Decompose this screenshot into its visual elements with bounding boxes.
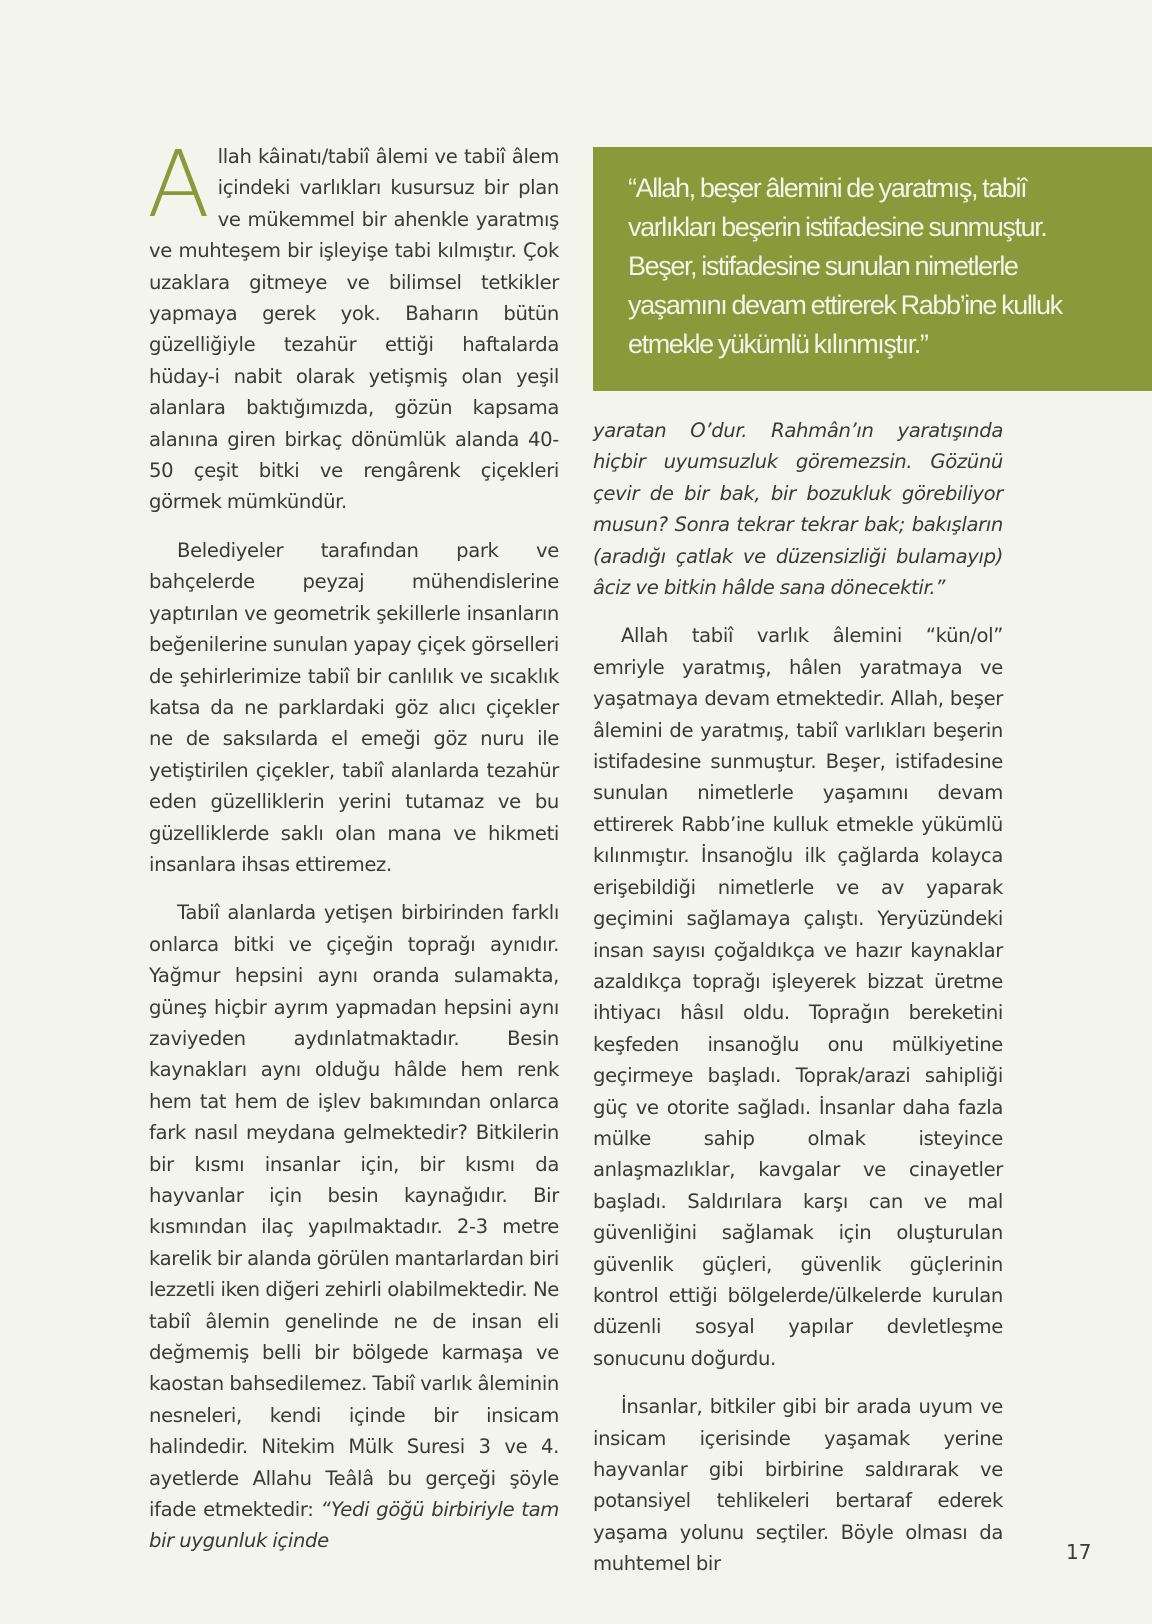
right-column [593,415,1003,1597]
paragraph-3 [149,897,559,1557]
paragraph-1 [147,131,559,518]
verse-quote-continuation [593,415,1003,603]
paragraph-2: Belediyeler tarafından park ve bahçelerde peyzaj mühendislerine yaptırılan ve geometrik şekillerle insanların beğenilerine sunulan yapay çiçek görselleri de şehirlerimize tabiî bir canlılık ve sıcaklık katsa da ne parklardaki göz alıcı çiçekler ne de saksılarda el emeği göz nuru ile yetiştirilen çiçekler, tabiî alanlarda tezahür eden güzelliklerin yerini tutamaz ve bu güzelliklerde saklı olan mana ve hikmeti insanlara ihsas ettiremez. [149,538,559,876]
pull-quote: “Allah, beşer âlemini de yaratmış, tabiî varlıkları beşerin istifadesine sunmuştur. Beşer, istifadesine sunulan nimetlerle yaşamını devam ettirerek Rabb’ine kulluk etmekle yükümlü kılınmıştır.” [628,173,1062,359]
page-number: 17 [1066,1540,1092,1564]
verse-quote-text: yaratan O’dur. Rahmân’ın yaratışında hiçbir uyumsuzluk göremezsin. Gözünü çevir de bir bak, bir bozukluk görebiliyor musun? Sonra tekrar tekrar bak; bakışların (aradığı çatlak ve düzensizliği bulamayıp) âciz ve bitkin hâlde sana dönecektir.” [593,419,1003,600]
drop-cap: A [147,131,210,238]
paragraph-1-text: llah kâinatı/tabiî âlemi ve tabiî âlem içindeki varlıkları kusursuz bir plan ve mükemmel bir ahenkle yaratmış ve muhteşem bir işleyişe tabi kılmıştır. Çok uzaklara gitmeye ve bilimsel tetkikler yapmaya gerek yok. Baharın bütün güzelliğiyle tezahür ettiği haftalarda hüday-i nabit olarak yetişmiş olan yeşil alanlara baktığımızda, gözün kapsama alanına giren birkaç dönümlük alanda 40-50 çeşit bitki ve rengârenk çiçekleri görmek mümkündür. [149,145,559,514]
paragraph-5: İnsanlar, bitkiler gibi bir arada uyum ve insicam içerisinde yaşamak yerine hayvanlar gibi birbirine saldırarak ve potansiyel tehlikeleri bertaraf ederek yaşama yolunu seçtiler. Böyle olması da muhtemel bir [593,1395,1003,1576]
pull-quote-box [593,147,1152,391]
verse-quote-start: “Yedi göğü birbiriyle tam bir uygunluk içinde [149,1498,559,1553]
left-column [147,131,559,1574]
paragraph-3-text: Tabiî alanlarda yetişen birbirinden farklı onlarca bitki ve çiçeğin toprağı aynıdır. Yağmur hepsini aynı oranda sulamakta, güneş hiçbir ayrım yapmadan hepsini aynı zaviyeden aydınlatmaktadır. Besin kaynakları aynı olduğu hâlde hem renk hem tat hem de işlev bakımından onlarca fark nasıl meydana gelmektedir? Bitkilerin bir kısmı insanlar için, bir kısmı da hayvanlar için besin kaynağıdır. Bir kısmından ilaç yapılmaktadır. 2-3 metre karelik bir alanda görülen mantarlardan biri lezzetli iken diğeri zehirli olabilmektedir. Ne tabiî âlemin genelinde ne de insan eli değmemiş belli bir bölgede karmaşa ve kaostan bahsedilemez. Tabiî varlık âleminin nesneleri, kendi içinde bir insicam halindedir. Nitekim Mülk Suresi 3 ve 4. ayetlerde Allahu Teâlâ bu gerçeği şöyle ifade etmektedir: [149,901,559,1522]
paragraph-4: Allah tabiî varlık âlemini “kün/ol” emriyle yaratmış, hâlen yaratmaya ve yaşatmaya devam etmektedir. Allah, beşer âlemini de yaratmış, tabiî varlıkları beşerin istifadesine sunmuştur. Beşer, istifadesine sunulan nimetlerle yaşamını devam ettirerek Rabb’ine kulluk etmekle yükümlü kılınmıştır. İnsanoğlu ilk çağlarda kolayca erişebildiği nimetlerle ve av yaparak geçimini sağlamaya çalıştı. Yeryüzündeki insan sayısı çoğaldıkça ve hazır kaynaklar azaldıkça toprağı işleyerek bizzat üretme ihtiyacı hâsıl oldu. Toprağın bereketini keşfeden insanoğlu onu mülkiyetine geçirmeye başladı. Toprak/arazi sahipliği güç ve otorite sağladı. İnsanlar daha fazla mülke sahip olmak isteyince anlaşmazlıklar, kavgalar ve cinayetler başladı. Saldırılara karşı can ve mal güvenliğini sağlamak için oluşturulan güvenlik güçleri, güvenlik güçlerinin kontrol ettiği bölgelerde/ülkelerde kurulan düzenli sosyal yapılar devletleşme sonucunu doğurdu. [593,624,1003,1370]
